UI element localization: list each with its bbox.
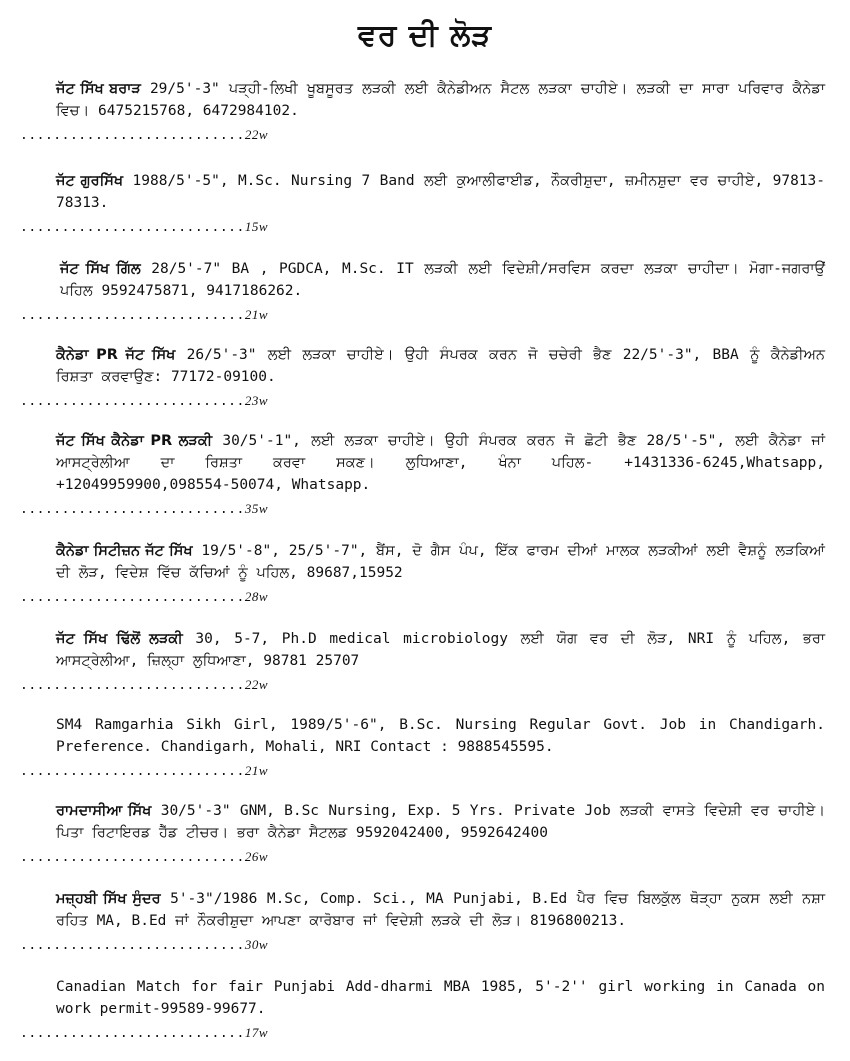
classified-ad [20, 258, 825, 327]
page-title: ਵਰ ਦੀ ਲੋੜ [357, 18, 493, 53]
ad-heading: ਕੈਨੇਡਾ PR ਜੱਟ ਸਿੱਖ [56, 347, 176, 363]
classified-ad [20, 628, 825, 697]
ad-code: 21w [244, 307, 268, 322]
ad-code: 22w [244, 127, 268, 142]
ad-code: 35w [244, 501, 268, 516]
ad-heading: ਰਾਮਦਾਸੀਆ ਸਿੱਖ [56, 803, 152, 819]
ad-heading: ਜੱਟ ਸਿੱਖ ਕੈਨੇਡਾ PR ਲੜਕੀ [56, 433, 213, 449]
ad-heading: ਮਜ਼੍ਹਬੀ ਸਿੱਖ ਸੁੰਦਰ [56, 891, 161, 907]
ad-body: 30/5'-3" GNM, B.Sc Nursing, Exp. 5 Yrs. Private Job ਲੜਕੀ ਵਾਸਤੇ ਵਿਦੇਸ਼ੀ ਵਰ ਚਾਹੀਏ। ਪਿਤਾ ਰਿਟਾਇਰਡ ਹੈੱਡ ਟੀਚਰ। ਭਰਾ ਕੈਨੇਡਾ ਸੈਟਲਡ 9592042400, 9592642400 [56, 803, 825, 841]
ad-footer: ...........................21w [20, 763, 268, 779]
classified-ad [20, 430, 825, 521]
ad-footer: ...........................30w [20, 937, 268, 953]
ad-body: 1988/5'-5", M.Sc. Nursing 7 Band ਲਈ ਕੁਆਲੀਫਾਈਡ, ਨੌਕਰੀਸ਼ੁਦਾ, ਜ਼ਮੀਨਸ਼ੁਦਾ ਵਰ ਚਾਹੀਏ, 97813-78313. [56, 173, 826, 211]
ad-heading: ਜੱਟ ਗੁਰਸਿੱਖ [56, 173, 124, 189]
classified-ad [20, 540, 825, 609]
ad-body: SM4 Ramgarhia Sikh Girl, 1989/5'-6", B.Sc. Nursing Regular Govt. Job in Chandigarh. Preference. Chandigarh, Mohali, NRI Contact : 9888545595. [56, 717, 825, 755]
ad-footer: ...........................22w [20, 677, 268, 693]
ad-heading: ਜੱਟ ਸਿੱਖ ਬਰਾੜ [56, 81, 141, 97]
ad-code: 21w [244, 763, 268, 778]
ad-body: 5'-3"/1986 M.Sc, Comp. Sci., MA Punjabi, B.Ed ਪੈਰ ਵਿਚ ਬਿਲਕੁੱਲ ਥੋੜ੍ਹਾ ਨੁਕਸ ਲਈ ਨਸ਼ਾ ਰਹਿਤ MA, B.Ed ਜਾਂ ਨੌਕਰੀਸ਼ੁਦਾ ਆਪਣਾ ਕਾਰੋਬਾਰ ਜਾਂ ਵਿਦੇਸ਼ੀ ਲੜਕੇ ਦੀ ਲੋੜ। 8196800213. [56, 891, 826, 929]
ad-code: 23w [244, 393, 268, 408]
ad-code: 28w [244, 589, 268, 604]
ad-body: 29/5'-3" ਪੜ੍ਹੀ-ਲਿਖੀ ਖੂਬਸੂਰਤ ਲੜਕੀ ਲਈ ਕੈਨੇਡੀਅਨ ਸੈਟਲ ਲੜਕਾ ਚਾਹੀਏ। ਲੜਕੀ ਦਾ ਸਾਰਾ ਪਰਿਵਾਰ ਕੈਨੇਡਾ ਵਿਚ। 6475215768, 6472984102. [56, 81, 826, 119]
ad-code: 17w [244, 1025, 268, 1040]
ad-heading: ਜੱਟ ਸਿੱਖ ਗਿੱਲ [60, 261, 141, 277]
ad-heading: ਜੱਟ ਸਿੱਖ ਢਿੱਲੋਂ ਲੜਕੀ [56, 631, 183, 647]
ad-footer: ...........................22w [20, 127, 268, 143]
ad-body: 30, 5-7, Ph.D medical microbiology ਲਈ ਯੋਗ ਵਰ ਦੀ ਲੋੜ, NRI ਨੂੰ ਪਹਿਲ, ਭਰਾ ਆਸਟ੍ਰੇਲੀਆ, ਜ਼ਿਲ੍ਹਾ ਲੁਧਿਆਣਾ, 98781 25707 [56, 631, 826, 669]
ad-footer: ...........................23w [20, 393, 268, 409]
ad-body: 30/5'-1", ਲਈ ਲੜਕਾ ਚਾਹੀਏ। ਉਹੀ ਸੰਪਰਕ ਕਰਨ ਜੋ ਛੋਟੀ ਭੈਣ 28/5'-5", ਲਈ ਕੈਨੇਡਾ ਜਾਂ ਆਸਟ੍ਰੇਲੀਆ ਦਾ ਰਿਸ਼ਤਾ ਕਰਵਾ ਸਕਣ। ਲੁਧਿਆਣਾ, ਖੰਨਾ ਪਹਿਲ- +1431336-6245,Whatsapp, +12049959900,098554-50074, Whatsapp. [56, 433, 825, 493]
ad-body: Canadian Match for fair Punjabi Add-dharmi MBA 1985, 5'-2'' girl working in Canada on work permit-99589-99677. [56, 979, 825, 1017]
ad-code: 22w [244, 677, 268, 692]
classified-ad [20, 888, 825, 957]
ad-footer: ...........................26w [20, 849, 268, 865]
ad-body: 28/5'-7" BA , PGDCA, M.Sc. IT ਲੜਕੀ ਲਈ ਵਿਦੇਸ਼ੀ/ਸਰਵਿਸ ਕਰਦਾ ਲੜਕਾ ਚਾਹੀਦਾ। ਮੋਗਾ-ਜਗਰਾਉਂ ਪਹਿਲ 9592475871, 9417186262. [60, 261, 826, 299]
ad-footer: ...........................28w [20, 589, 268, 605]
ad-code: 15w [244, 219, 268, 234]
classified-ad [20, 800, 825, 869]
classified-ad [20, 344, 825, 413]
ad-footer: ...........................35w [20, 501, 268, 517]
ad-footer: ...........................17w [20, 1025, 268, 1041]
ad-body: 26/5'-3" ਲਈ ਲੜਕਾ ਚਾਹੀਏ। ਉਹੀ ਸੰਪਰਕ ਕਰਨ ਜੋ ਚਚੇਰੀ ਭੈਣ 22/5'-3", BBA ਨੂੰ ਕੈਨੇਡੀਅਨ ਰਿਸ਼ਤਾ ਕਰਵਾਉਣ: 77172-09100. [56, 347, 825, 385]
classified-ad [20, 714, 825, 783]
ad-footer: ...........................15w [20, 219, 268, 235]
ad-body: 19/5'-8", 25/5'-7", ਬੈਂਸ, ਦੋ ਗੈਸ ਪੰਪ, ਇੱਕ ਫਾਰਮ ਦੀਆਂ ਮਾਲਕ ਲੜਕੀਆਂ ਲਈ ਵੈਸ਼ਨੂੰ ਲੜਕਿਆਂ ਦੀ ਲੋੜ, ਵਿਦੇਸ਼ ਵਿੱਚ ਕੱਚਿਆਂ ਨੂੰ ਪਹਿਲ, 89687,15952 [56, 543, 826, 581]
classified-ad [20, 170, 825, 239]
classified-ad [20, 976, 825, 1045]
classified-ad [20, 78, 825, 147]
ad-code: 26w [244, 849, 268, 864]
ad-footer: ...........................21w [20, 307, 268, 323]
ad-code: 30w [244, 937, 268, 952]
ad-heading: ਕੈਨੇਡਾ ਸਿਟੀਜ਼ਨ ਜੱਟ ਸਿੱਖ [56, 543, 193, 559]
